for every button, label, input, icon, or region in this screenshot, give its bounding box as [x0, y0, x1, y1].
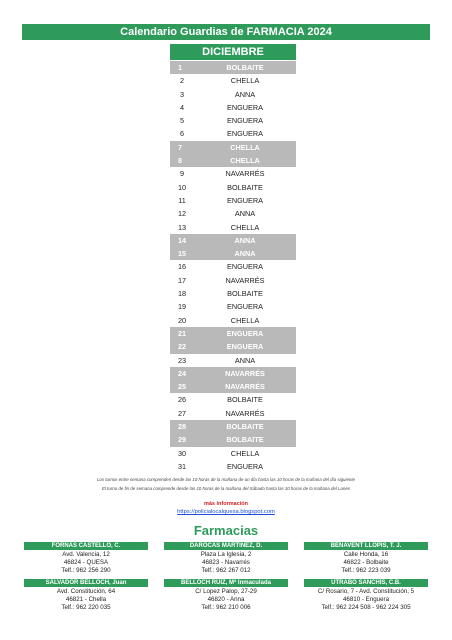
pharmacy-address: C/ Rosario, 7 - Avd. Constitución, 5	[317, 588, 415, 595]
pharmacy-address: C/ Lopez Palop, 27-29	[195, 588, 257, 595]
day-row	[170, 340, 296, 353]
day-row	[170, 154, 296, 167]
day-row	[170, 61, 296, 74]
pharmacy-card	[304, 542, 428, 575]
pharmacy-town: 46822 - Bolbaite	[343, 559, 389, 566]
day-number: 27	[177, 408, 187, 418]
day-pharmacy-town: CHELLA	[230, 222, 260, 232]
duty-day-list	[170, 61, 296, 473]
day-row	[170, 74, 296, 87]
pharmacy-name: DAROCAS MARTINEZ, D.	[164, 542, 288, 550]
day-number: 5	[179, 116, 185, 126]
day-pharmacy-town: CHELLA	[230, 76, 260, 86]
day-number: 17	[177, 275, 187, 285]
more-info-label: más información	[203, 501, 248, 507]
day-pharmacy-town: ENGUERA	[226, 129, 264, 139]
day-pharmacy-town: BOLBAITE	[227, 395, 263, 405]
day-row	[170, 354, 296, 367]
pharmacy-phone: Telf.: 962 210 006	[201, 604, 251, 611]
pharmacies-grid	[24, 542, 428, 612]
day-pharmacy-town: NAVARRÉS	[225, 169, 265, 179]
day-row	[170, 221, 296, 234]
day-row	[170, 181, 296, 194]
day-pharmacy-town: CHELLA	[230, 448, 260, 458]
day-number: 2	[179, 76, 185, 86]
day-number: 9	[179, 169, 185, 179]
pharmacy-card	[164, 579, 288, 612]
schedule-notes	[0, 475, 452, 493]
pharmacy-address: Plaza La Iglesia, 2	[200, 551, 252, 558]
day-number: 18	[177, 289, 187, 299]
pharmacy-card	[304, 579, 428, 612]
day-pharmacy-town: CHELLA	[230, 156, 260, 166]
pharmacy-phone: Telf.: 962 220 035	[61, 604, 111, 611]
pharmacy-card	[24, 542, 148, 575]
day-pharmacy-town: NAVARRÉS	[225, 408, 265, 418]
day-row	[170, 407, 296, 420]
blog-link[interactable]: https://policialocalquesa.blogspot.com	[177, 509, 275, 515]
pharmacy-address: Avd. Valencia, 12	[62, 551, 110, 558]
day-row	[170, 287, 296, 300]
day-row	[170, 314, 296, 327]
day-pharmacy-town: NAVARRÉS	[225, 382, 265, 392]
pharmacy-town: 46823 - Navarrés	[202, 559, 250, 566]
day-row	[170, 207, 296, 220]
page-title: Calendario Guardias de FARMACIA 2024	[22, 24, 430, 40]
day-row	[170, 460, 296, 473]
pharmacy-phone: Telf.: 962 224 508 - 962 224 305	[321, 604, 411, 611]
day-number: 6	[179, 129, 185, 139]
day-row	[170, 114, 296, 127]
day-pharmacy-town: ANNA	[234, 249, 256, 259]
day-pharmacy-town: ANNA	[234, 355, 256, 365]
day-row	[170, 101, 296, 114]
day-pharmacy-town: ENGUERA	[226, 342, 264, 352]
weekend-note: El turno de fin de semana comprende desde las 10 horas de la mañana del Sábado hasta las 10 horas de la mañana del Lunes	[102, 486, 350, 491]
pharmacy-card	[164, 542, 288, 575]
day-number: 21	[178, 328, 187, 338]
pharmacy-name: SALVADOR BELLOCH, Juan	[24, 579, 148, 587]
day-pharmacy-town: NAVARRÉS	[225, 275, 265, 285]
day-row	[170, 127, 296, 140]
day-number: 3	[179, 89, 185, 99]
day-number: 24	[178, 368, 187, 378]
day-number: 25	[178, 382, 187, 392]
day-number: 4	[179, 102, 185, 112]
day-pharmacy-town: CHELLA	[230, 315, 260, 325]
day-number: 10	[177, 182, 187, 192]
day-row	[170, 433, 296, 446]
pharmacy-phone: Telf.: 962 256 290	[61, 567, 111, 574]
pharmacy-name: FORNAS CASTELLÓ, C.	[24, 542, 148, 550]
month-header: DICIEMBRE	[170, 44, 296, 60]
day-pharmacy-town: CHELLA	[230, 142, 260, 152]
day-number: 7	[178, 142, 183, 152]
day-number: 16	[177, 262, 187, 272]
day-pharmacy-town: BOLBAITE	[226, 435, 264, 445]
day-row	[170, 194, 296, 207]
day-row	[170, 167, 296, 180]
day-row	[170, 393, 296, 406]
day-pharmacy-town: ENGUERA	[226, 262, 264, 272]
day-number: 12	[177, 209, 187, 219]
weekday-note: Los turnos entre semana comprenden desde las 10 horas de la mañana de un día hasta las 10 horas de la mañana del día siguiente	[96, 477, 355, 482]
day-number: 14	[178, 235, 187, 245]
pharmacy-town: 46821 - Chella	[65, 596, 107, 603]
day-row	[170, 234, 296, 247]
day-number: 13	[177, 222, 187, 232]
day-number: 29	[178, 435, 187, 445]
day-row	[170, 88, 296, 101]
day-number: 15	[178, 249, 187, 259]
day-row	[170, 447, 296, 460]
day-row	[170, 274, 296, 287]
day-row	[170, 247, 296, 260]
day-pharmacy-town: NAVARRÉS	[225, 368, 265, 378]
day-row	[170, 260, 296, 273]
day-row	[170, 300, 296, 313]
day-pharmacy-town: BOLBAITE	[227, 289, 263, 299]
day-pharmacy-town: ENGUERA	[226, 302, 264, 312]
day-number: 28	[178, 422, 187, 432]
day-pharmacy-town: ENGUERA	[226, 328, 264, 338]
pharmacy-town: 46820 - Anna	[207, 596, 245, 603]
pharmacy-address: Avd. Constitución, 64	[56, 588, 116, 595]
day-pharmacy-town: ANNA	[234, 209, 256, 219]
pharmacies-title: Farmacias	[193, 523, 259, 538]
day-row	[170, 141, 296, 154]
day-row	[170, 327, 296, 340]
pharmacy-town: 46824 - QUESA	[63, 559, 109, 566]
day-pharmacy-town: ANNA	[234, 89, 256, 99]
day-pharmacy-town: ENGUERA	[226, 195, 264, 205]
day-number: 26	[177, 395, 187, 405]
pharmacy-phone: Telf.: 962 267 012	[201, 567, 251, 574]
pharmacy-phone: Telf.: 962 223 039	[341, 567, 391, 574]
day-pharmacy-town: ENGUERA	[226, 116, 264, 126]
pharmacy-town: 46810 - Enguera	[342, 596, 390, 603]
day-pharmacy-town: ENGUERA	[226, 461, 264, 471]
day-number: 19	[177, 302, 187, 312]
day-row	[170, 367, 296, 380]
day-number: 23	[177, 355, 187, 365]
day-number: 20	[177, 315, 187, 325]
day-number: 11	[178, 195, 186, 205]
day-pharmacy-town: ENGUERA	[226, 102, 264, 112]
pharmacy-name: BENAVENT LLOPIS, T. J.	[304, 542, 428, 550]
pharmacy-card	[24, 579, 148, 612]
day-pharmacy-town: BOLBAITE	[226, 422, 264, 432]
day-pharmacy-town: BOLBAITE	[227, 182, 263, 192]
pharmacy-name: UTRABO SANCHÍS, C.B.	[304, 579, 428, 587]
pharmacy-address: Calle Honda, 16	[343, 551, 389, 558]
day-number: 31	[177, 461, 187, 471]
day-pharmacy-town: BOLBAITE	[226, 63, 264, 72]
day-pharmacy-town: ANNA	[234, 235, 256, 245]
pharmacy-name: BELLOCH RUIZ, Mª Inmaculada	[164, 579, 288, 587]
day-row	[170, 420, 296, 433]
day-row	[170, 380, 296, 393]
day-number: 30	[177, 448, 187, 458]
day-number: 22	[178, 342, 187, 352]
day-number: 8	[178, 156, 183, 166]
day-number: 1	[178, 63, 183, 72]
